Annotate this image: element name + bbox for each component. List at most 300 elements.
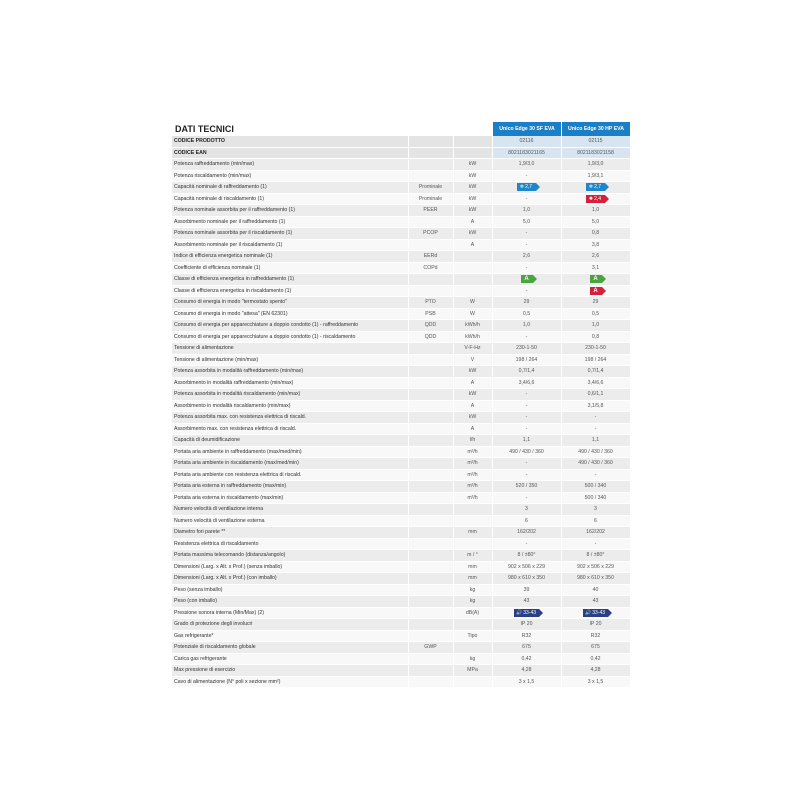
value-badge	[521, 275, 533, 283]
row-value-2	[561, 147, 630, 159]
table-row	[172, 504, 630, 516]
value-text: 0,42	[521, 655, 532, 662]
table-row	[172, 320, 630, 332]
row-unit: kg	[453, 653, 492, 665]
row-label: Assorbimento nominale per il riscaldamento (1)	[172, 239, 408, 251]
row-symbol	[408, 446, 453, 458]
table-row	[172, 573, 630, 585]
table-row	[172, 147, 630, 159]
value-text: 02116	[519, 138, 534, 144]
value-text: 1,0	[591, 207, 600, 213]
value-text: 6	[525, 517, 528, 524]
row-value-1	[492, 676, 561, 688]
value-text: 40	[592, 586, 599, 593]
value-text: -	[525, 391, 528, 397]
table-row	[172, 170, 630, 182]
value-text: 1,9/3,0	[518, 161, 535, 167]
row-label: Coefficiente di efficienza nominale (1)	[172, 262, 408, 274]
row-value-2	[561, 481, 630, 493]
row-symbol	[408, 596, 453, 608]
row-symbol: Prominale	[408, 193, 453, 205]
row-label: Capacità di deumidificazione	[172, 435, 408, 447]
row-label: Assorbimento nominale per il raffreddamento (1)	[172, 216, 408, 228]
value-text: IP 20	[589, 621, 602, 627]
value-text: 0,8	[591, 333, 600, 340]
value-text: 3	[525, 506, 528, 512]
row-unit: kg	[453, 596, 492, 608]
table-row	[172, 423, 630, 435]
row-symbol	[408, 527, 453, 539]
value-text: 3 x 1,5	[587, 678, 604, 685]
value-text: 0,5	[522, 310, 531, 317]
value-text: 0,7/1,4	[518, 368, 535, 374]
row-value-1	[492, 435, 561, 447]
table-row	[172, 205, 630, 217]
row-value-1	[492, 193, 561, 205]
value-text: R32	[590, 632, 601, 639]
value-text: 2,4	[594, 195, 602, 202]
table-row	[172, 492, 630, 504]
row-value-2	[561, 596, 630, 608]
table-row	[172, 274, 630, 286]
value-text: 1,1	[591, 437, 600, 443]
table-row	[172, 630, 630, 642]
row-value-1	[492, 239, 561, 251]
value-text: 675	[522, 644, 531, 650]
row-unit: m³/h	[453, 492, 492, 504]
row-symbol	[408, 136, 453, 147]
row-value-2	[561, 170, 630, 182]
model-header-1: Unico Edge 30 SF EVA	[492, 122, 561, 136]
value-text: -	[525, 460, 528, 466]
row-symbol	[408, 285, 453, 297]
row-label: Potenza nominale assorbita per il riscaldamento (1)	[172, 228, 408, 240]
model-header-2: Unico Edge 30 HP EVA	[561, 122, 630, 136]
table-row	[172, 665, 630, 677]
table-row	[172, 285, 630, 297]
row-symbol	[408, 607, 453, 619]
table-row	[172, 136, 630, 147]
row-label: Assorbimento in modalità raffreddamento (min/max)	[172, 377, 408, 389]
row-value-2	[561, 538, 630, 550]
value-text: 490 / 430 / 360	[509, 448, 544, 455]
row-unit: MPa	[453, 665, 492, 677]
row-unit: m / °	[453, 550, 492, 562]
value-text: 198 / 264	[515, 356, 538, 363]
row-unit: mm	[453, 573, 492, 585]
value-text: 29	[592, 299, 599, 305]
row-label: Grado di protezione degli involucri	[172, 619, 408, 631]
row-label: Consumo di energia in modo "attesa" (EN 62301)	[172, 308, 408, 320]
row-symbol	[408, 216, 453, 228]
row-value-2	[561, 136, 630, 147]
row-value-1	[492, 446, 561, 458]
row-label: Tensione di alimentazione	[172, 343, 408, 355]
value-text: -	[594, 425, 597, 432]
row-label: Potenza riscaldamento (min/max)	[172, 170, 408, 182]
row-value-2	[561, 435, 630, 447]
row-unit: kW	[453, 389, 492, 401]
row-label: Potenziale di riscaldamento globale	[172, 642, 408, 654]
row-value-2	[561, 320, 630, 332]
row-symbol: Prominale	[408, 182, 453, 194]
row-label: Portata aria esterna in raffreddamento (max/min)	[172, 481, 408, 493]
value-text: -	[525, 471, 528, 478]
row-value-1	[492, 538, 561, 550]
value-badge	[514, 609, 539, 617]
row-value-2	[561, 377, 630, 389]
row-value-1	[492, 607, 561, 619]
row-value-2	[561, 504, 630, 516]
row-value-1	[492, 642, 561, 654]
value-text: 500 / 340	[584, 494, 607, 501]
row-value-1	[492, 285, 561, 297]
row-unit: A	[453, 377, 492, 389]
value-text: 230-1-50	[585, 345, 606, 351]
table-row	[172, 297, 630, 309]
row-symbol	[408, 377, 453, 389]
table-row	[172, 239, 630, 251]
value-text: 490 / 430 / 360	[578, 460, 613, 466]
row-value-2	[561, 573, 630, 585]
row-value-2	[561, 366, 630, 378]
value-text: 3,1/5,8	[587, 402, 604, 409]
value-text: 43	[523, 598, 530, 604]
row-symbol	[408, 504, 453, 516]
row-value-1	[492, 297, 561, 309]
value-text: 0,6/1,1	[587, 391, 604, 397]
row-value-1	[492, 274, 561, 286]
value-text: 3,8	[591, 241, 600, 248]
value-text: 2,7	[525, 184, 533, 191]
row-label: Carica gas refrigerante	[172, 653, 408, 665]
row-unit	[453, 136, 492, 147]
row-value-2	[561, 193, 630, 205]
row-unit: l/h	[453, 435, 492, 447]
row-value-1	[492, 481, 561, 493]
spec-table	[172, 136, 631, 688]
row-unit	[453, 642, 492, 654]
row-label: Potenza assorbita in modalità raffreddamento (min/max)	[172, 366, 408, 378]
row-symbol: GWP	[408, 642, 453, 654]
table-row	[172, 343, 630, 355]
table-row	[172, 228, 630, 240]
row-label: Classe di efficienza energetica in riscaldamento (1)	[172, 285, 408, 297]
row-value-2	[561, 423, 630, 435]
value-text: 1,0	[591, 322, 600, 328]
row-label: Assorbimento max. con resistenza elettrica di riscald.	[172, 423, 408, 435]
value-text: 3,1	[591, 264, 600, 271]
row-value-2	[561, 308, 630, 320]
value-text: -	[594, 540, 597, 547]
row-unit	[453, 504, 492, 516]
row-symbol	[408, 147, 453, 159]
value-text: 198 / 264	[584, 356, 607, 363]
row-unit: V-F-Hz	[453, 343, 492, 355]
value-text: A	[593, 287, 598, 294]
row-label: Assorbimento in modalità riscaldamento (min/max)	[172, 400, 408, 412]
row-value-2	[561, 550, 630, 562]
row-value-1	[492, 630, 561, 642]
row-value-2	[561, 182, 630, 194]
row-value-2	[561, 389, 630, 401]
table-row	[172, 469, 630, 481]
row-unit	[453, 285, 492, 297]
table-row	[172, 400, 630, 412]
value-text: 490 / 430 / 360	[578, 448, 613, 455]
snowflake-icon: ❄	[588, 184, 594, 191]
value-text: -	[525, 540, 528, 547]
row-symbol	[408, 412, 453, 424]
row-value-2	[561, 527, 630, 539]
row-value-1	[492, 377, 561, 389]
row-unit: W	[453, 308, 492, 320]
row-unit	[453, 262, 492, 274]
row-value-2	[561, 676, 630, 688]
row-value-2	[561, 665, 630, 677]
row-symbol: PSB	[408, 308, 453, 320]
row-value-1	[492, 251, 561, 263]
row-unit: Tipo	[453, 630, 492, 642]
table-row	[172, 584, 630, 596]
value-text: 3,4/6,6	[518, 379, 535, 386]
row-unit: kW	[453, 205, 492, 217]
row-value-2	[561, 251, 630, 263]
row-unit: mm	[453, 527, 492, 539]
row-value-1	[492, 584, 561, 596]
row-symbol	[408, 366, 453, 378]
row-value-2	[561, 412, 630, 424]
row-unit	[453, 147, 492, 159]
row-value-1	[492, 515, 561, 527]
value-text: -	[525, 287, 528, 294]
row-label: Consumo di energia in modo "termostato spento"	[172, 297, 408, 309]
row-symbol: PEER	[408, 205, 453, 217]
row-value-1	[492, 136, 561, 147]
value-text: -	[594, 414, 597, 420]
row-value-2	[561, 446, 630, 458]
value-text: 8 / ±80°	[517, 552, 536, 558]
row-unit: m³/h	[453, 469, 492, 481]
value-text: 8 / ±80°	[586, 552, 605, 558]
value-text: 02115	[588, 138, 603, 144]
row-value-1	[492, 366, 561, 378]
sheet-title: DATI TECNICI	[175, 124, 234, 134]
table-row	[172, 389, 630, 401]
value-text: 3	[594, 506, 597, 512]
row-value-1	[492, 159, 561, 171]
value-text: 29	[523, 299, 530, 305]
row-value-1	[492, 423, 561, 435]
value-text: 902 x 506 x 229	[508, 563, 545, 570]
row-symbol: EERd	[408, 251, 453, 263]
value-text: -	[525, 425, 528, 432]
value-text: -	[525, 494, 528, 501]
row-unit: A	[453, 216, 492, 228]
value-text: 33-43	[523, 609, 537, 616]
row-value-2	[561, 239, 630, 251]
row-symbol	[408, 435, 453, 447]
row-unit: kWh/h	[453, 320, 492, 332]
snowflake-icon: ❄	[519, 184, 525, 191]
table-row	[172, 481, 630, 493]
row-value-2	[561, 400, 630, 412]
row-value-2	[561, 228, 630, 240]
value-text: 0,42	[590, 655, 601, 662]
row-symbol	[408, 619, 453, 631]
table-row	[172, 251, 630, 263]
row-unit	[453, 274, 492, 286]
row-symbol	[408, 469, 453, 481]
row-label: Portata aria ambiente in riscaldamento (max/med/min)	[172, 458, 408, 470]
row-value-1	[492, 400, 561, 412]
row-value-2	[561, 619, 630, 631]
row-symbol	[408, 170, 453, 182]
row-label: Numero velocità di ventilazione esterna	[172, 515, 408, 527]
row-value-1	[492, 619, 561, 631]
row-symbol	[408, 423, 453, 435]
value-text: 980 x 610 x 350	[508, 575, 545, 581]
row-value-1	[492, 596, 561, 608]
value-text: -	[525, 241, 528, 248]
row-value-1	[492, 205, 561, 217]
row-unit: kWh/h	[453, 331, 492, 343]
table-row	[172, 262, 630, 274]
row-label: Diametro fori parete **	[172, 527, 408, 539]
row-label: Resistenza elettrica di riscaldamento	[172, 538, 408, 550]
row-value-1	[492, 147, 561, 159]
row-value-1	[492, 331, 561, 343]
table-row	[172, 596, 630, 608]
value-text: 1,1	[522, 437, 531, 443]
value-badge	[586, 183, 605, 191]
row-unit: V	[453, 354, 492, 366]
value-text: 2,7	[594, 184, 602, 191]
row-unit: mm	[453, 561, 492, 573]
row-value-2	[561, 216, 630, 228]
row-label: Pressione sonora interna (Min/Max) (2)	[172, 607, 408, 619]
row-value-2	[561, 274, 630, 286]
table-row	[172, 446, 630, 458]
row-value-1	[492, 262, 561, 274]
value-text: 902 x 506 x 229	[577, 563, 614, 570]
row-symbol	[408, 239, 453, 251]
value-text: 162/202	[586, 529, 605, 535]
row-value-2	[561, 642, 630, 654]
value-text: 1,0	[522, 207, 531, 213]
table-row	[172, 642, 630, 654]
value-text: 43	[592, 598, 599, 604]
value-text: 0,8	[591, 230, 600, 236]
table-row	[172, 308, 630, 320]
tech-sheet	[172, 122, 630, 688]
row-label: CODICE EAN	[172, 147, 408, 159]
row-symbol	[408, 274, 453, 286]
row-symbol: COPd	[408, 262, 453, 274]
row-symbol	[408, 458, 453, 470]
value-text: 162/202	[517, 529, 536, 535]
value-text: 500 / 340	[584, 483, 607, 489]
row-symbol: PTO	[408, 297, 453, 309]
value-text: 675	[591, 644, 600, 650]
row-symbol	[408, 665, 453, 677]
table-row	[172, 653, 630, 665]
row-unit: kW	[453, 228, 492, 240]
row-unit: kg	[453, 584, 492, 596]
value-text: -	[525, 414, 528, 420]
value-badge	[517, 183, 536, 191]
row-symbol	[408, 400, 453, 412]
row-value-1	[492, 170, 561, 182]
value-text: 1,9/3,1	[587, 172, 604, 179]
row-unit: dB(A)	[453, 607, 492, 619]
row-value-1	[492, 527, 561, 539]
value-text: 3 x 1,5	[518, 678, 535, 685]
table-row	[172, 182, 630, 194]
row-label: Capacità nominale di riscaldamento (1)	[172, 193, 408, 205]
speaker-icon: 🔊	[515, 609, 523, 616]
row-label: Capacità nominale di raffreddamento (1)	[172, 182, 408, 194]
row-symbol	[408, 550, 453, 562]
row-value-1	[492, 308, 561, 320]
table-row	[172, 515, 630, 527]
row-unit: m³/h	[453, 446, 492, 458]
row-value-1	[492, 492, 561, 504]
row-symbol	[408, 159, 453, 171]
row-value-1	[492, 228, 561, 240]
value-text: 4,28	[521, 667, 532, 673]
table-row	[172, 216, 630, 228]
value-text: 4,28	[590, 667, 601, 673]
row-value-1	[492, 354, 561, 366]
row-unit: W	[453, 297, 492, 309]
row-label: Potenza assorbita max. con resistenza elettrica di riscald.	[172, 412, 408, 424]
row-unit: kW	[453, 193, 492, 205]
row-label: CODICE PRODOTTO	[172, 136, 408, 147]
row-unit: kW	[453, 412, 492, 424]
row-value-1	[492, 469, 561, 481]
row-unit: A	[453, 239, 492, 251]
row-value-2	[561, 458, 630, 470]
row-label: Classe di efficienza energetica in raffreddamento (1)	[172, 274, 408, 286]
value-text: 2,6	[522, 253, 531, 259]
row-label: Tensione di alimentazione (min/max)	[172, 354, 408, 366]
row-label: Potenza assorbita in modalità riscaldamento (min/max)	[172, 389, 408, 401]
value-text: 8021183021165	[508, 149, 545, 156]
value-text: 5,0	[522, 218, 531, 225]
row-label: Peso (con imballo)	[172, 596, 408, 608]
row-unit: A	[453, 400, 492, 412]
row-label: Max pressione di esercizio	[172, 665, 408, 677]
row-value-1	[492, 320, 561, 332]
row-unit: m³/h	[453, 481, 492, 493]
value-text: A	[524, 276, 529, 283]
row-symbol	[408, 653, 453, 665]
row-symbol	[408, 573, 453, 585]
row-label: Consumo di energia per apparecchiature a doppio condotto (1) - riscaldamento	[172, 331, 408, 343]
row-value-1	[492, 573, 561, 585]
value-text: -	[525, 195, 528, 202]
value-text: 520 / 350	[515, 483, 538, 489]
row-label: Portata aria ambiente in raffreddamento (max/med/min)	[172, 446, 408, 458]
row-value-1	[492, 665, 561, 677]
value-text: 33-43	[592, 609, 606, 616]
row-unit: kW	[453, 170, 492, 182]
row-value-2	[561, 653, 630, 665]
speaker-icon: 🔊	[584, 609, 592, 616]
row-value-2	[561, 607, 630, 619]
table-row	[172, 159, 630, 171]
